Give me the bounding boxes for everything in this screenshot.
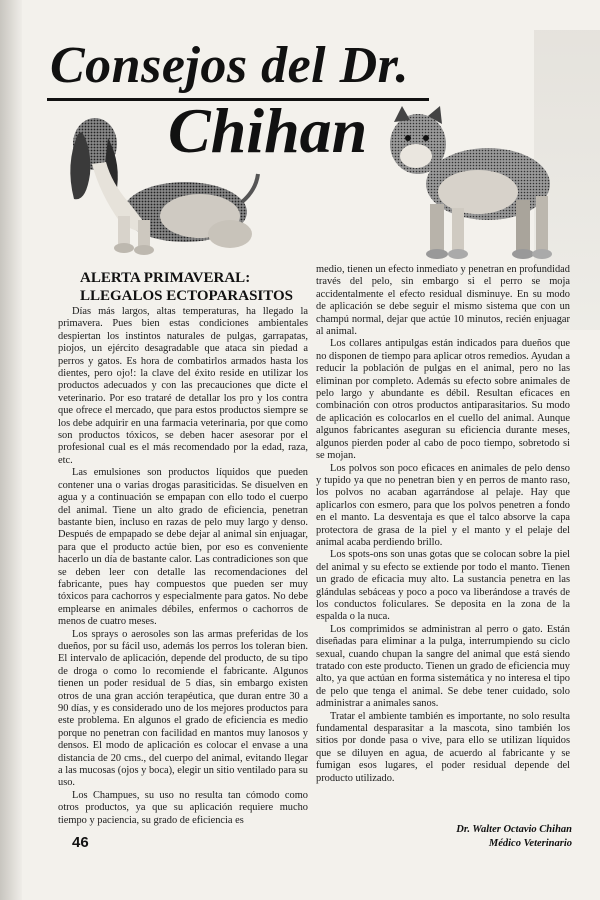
article-heading-line-2: LLEGALOS ECTOPARASITOS <box>80 288 293 304</box>
paragraph: medio, tienen un efecto inmediato y penetran en profundidad través del pelo, sin embargo si el perro se moja accidentalmente el efecto residual disminuye. En su modo de aplicación se debe seguir el mismo sistema que con un champú normal, dejar que actúe 10 minutos, recién enjuagar al animal. <box>316 264 570 338</box>
signature-name: Dr. Walter Octavio Chihan <box>456 824 572 835</box>
paragraph: Los spots-ons son unas gotas que se colocan sobre la piel del animal y su efecto se extiende por todo el manto. Tienen un grado de eficacia muy alto. La sustancia penetra en las glándulas sebáceas y poco a poco va liberándose a través de los conductos foliculares. Se deposita en la zona de la espalda o la nuca. <box>316 549 570 623</box>
paragraph: Los sprays o aerosoles son las armas preferidas de los dueños, por su fácil uso, además los perros los toleran bien. El intervalo de aplicación, depende del producto, de su tipo de droga o como lo recomiende el fabricante. Algunos tienen un poder residual de 5 días, sin embargo existen otros de una gran acción terapéutica, que duran entre 30 a 90 días, y es considerado uno de los mejores productos para este problema. En algunos el grado de eficiencia es medio porque no penetran con facilidad en mantos muy lanosos y densos. El modo de aplicación es colocar el envase a una distancia de 20 cms., del cuerpo del animal, evitando llegar a las mucosas (ojos y boca), elegir un sitio ventilado para su uso. <box>58 628 308 789</box>
paragraph: Los Champues, su uso no resulta tan cómodo como otros productos, ya que su aplicación requiere mucho tiempo y paciencia, su grado de eficiencia es <box>58 789 308 826</box>
bulldog-icon <box>388 104 558 262</box>
article-heading-line-1: ALERTA PRIMAVERAL: <box>80 270 251 286</box>
page-number: 46 <box>72 834 89 851</box>
paragraph: Tratar el ambiente también es importante, no solo resulta fundamental desparasitar a la mascota, sino también los sitios por donde pasa o vive, para ello se utilizan líquidos que se diluyen en agua, de acuerdo al fabricante y se fumigan esos lugares, el poder residual depende del producto utilizado. <box>316 710 570 784</box>
title-line-1: Consejos del Dr. <box>50 37 410 94</box>
paragraph: Los polvos son poco eficaces en animales de pelo denso y tupido ya que no penetran bien y en perros de manto raso, los polvos no acaban agarrándose al pelaje. Hay que aplicarlos con esmero, para que los polvos penetren a fondo en el manto. La desventaja es que el talco absorve la capa protectora de grasa de la piel y el manto y el pelaje del animal acaba perdiendo brillo. <box>316 462 570 548</box>
left-column <box>58 306 308 827</box>
right-column <box>316 264 570 785</box>
paragraph: Días más largos, altas temperaturas, ha llegado la primavera. Pues bien estas condiciones ambientales despiertan los instintos naturales de pulgas, garrapatas, piojos, un ejército desagradable que ataca sin piedad a perros y gatos. Es hora de combatirlos armados hasta los dientes, pero ojo!: la clave del éxito reside en utilizar los productos adecuados y con las precauciones que dicte el veterinario. Por eso trataré de detallar los pro y los contra que ofrece el mercado, que para estos productos siempre se los debe adquirir en una farmacia veterinaria, por que como son productos tóxicos, se deben hacer asesorar por el profesional cual es el más recomendado por la edad, raza, etc. <box>58 306 308 466</box>
paragraph: Los collares antipulgas están indicados para dueños que no disponen de tiempo para aplicar otros remedios. Ayudan a reducir la población de pulgas en el animal, pero no las eliminan por completo. Además su efecto sobre animales de pelo largo y abundante es débil. Resultan eficaces en combinación con otros productos antiparasitarios. Su modo de aplicación es colocarlos en el cuello del animal. Aunque algunos fabricantes aseguran su eficiencia durante meses, algunos pierden poder al cabo de poco tiempo, sobretodo si se mojan. <box>316 338 570 462</box>
paragraph: Las emulsiones son productos líquidos que pueden contener una o varias drogas parasiticidas. Se disuelven en agua y a continuación se empapan con ello todo el cuerpo del animal. Tiene un alto grado de eficiencia, penetran bastante bien, incluso en razas de pelo muy largo y denso. Después de empapado se debe dejar al animal sin enjuagar, para que el producto actúe bien, por eso es conveniente hacerlo un día de bastante calor. Las contradiciones son que se deben leer con detalle las recomendaciones del fabricante, pues hay compuestos que pueden ser muy tóxicos para cachorros y especialmente para gatos. No debe emplearse en animales débiles, enfermos o cachorros de menos de cuatro meses. <box>58 467 308 628</box>
basset-hound-icon <box>60 104 260 256</box>
signature-role: Médico Veterinario <box>488 838 572 849</box>
paragraph: Los comprimidos se administran al perro o gato. Están diseñadas para eliminar a la pulga, interrumpiendo su ciclo sexual, cuando chupan la sangre del animal que está siendo tratado con este producto. Tienen un grado de eficiencia muy alto, ya que actúan en forma sistemática y no interesa el tipo de pelo que tenga el animal. Se debe tener cuidado, solo administrar a animales sanos. <box>316 623 570 710</box>
title-line-2: Chihan <box>168 95 368 166</box>
